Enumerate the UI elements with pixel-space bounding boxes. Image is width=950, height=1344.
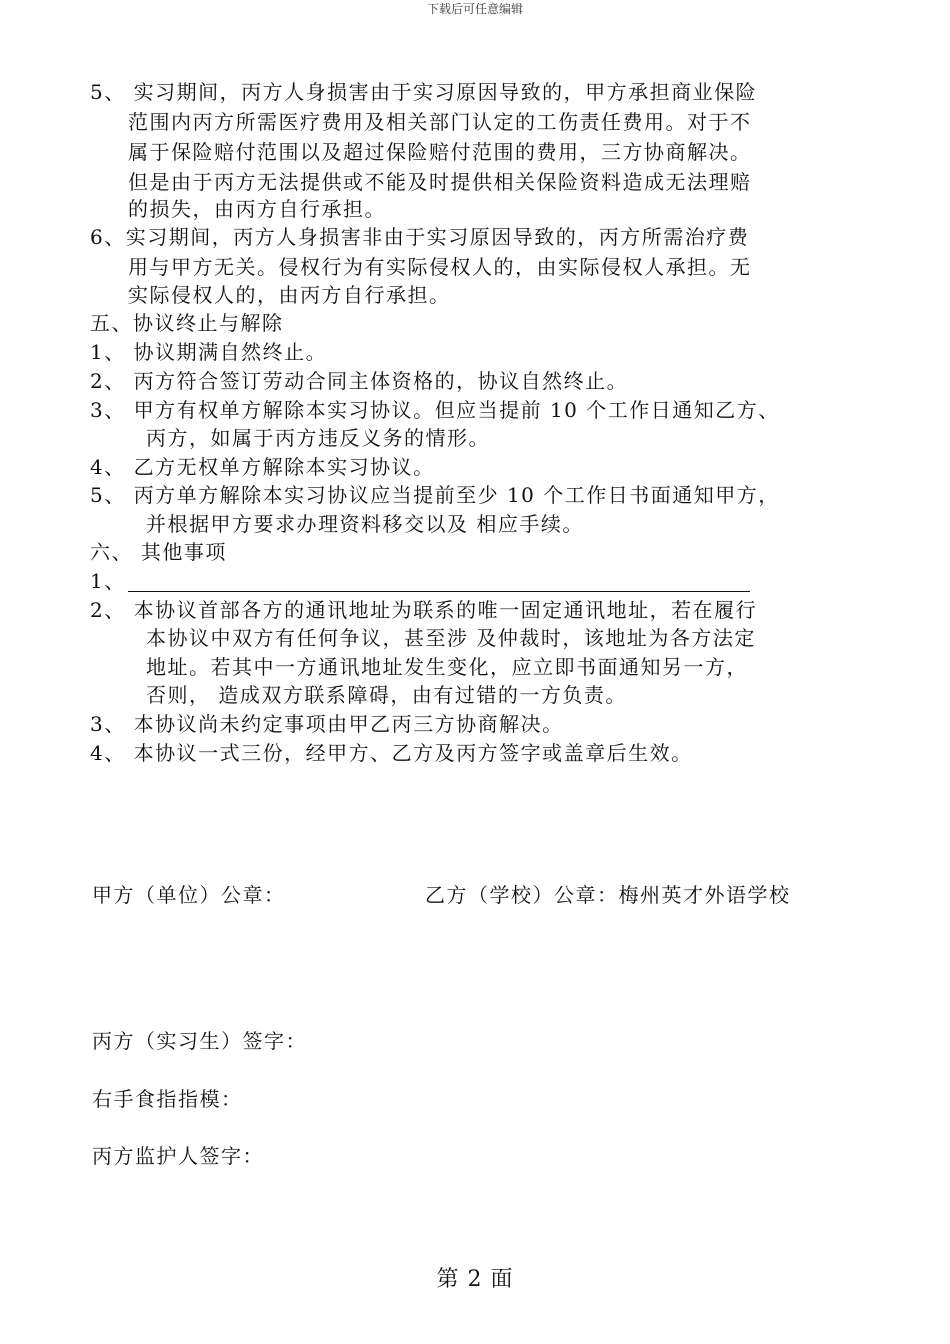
fill-in-blank-line [128, 591, 750, 592]
clause-5-line-1: 5、 实习期间，丙方人身损害由于实习原因导致的，甲方承担商业保险 [90, 80, 758, 104]
section-6-item-2-line-2: 本协议中双方有任何争议，甚至涉 及仲裁时，该地址为各方法定 [146, 626, 756, 650]
clause-6-line-3: 实际侵权人的，由丙方自行承担。 [128, 283, 451, 307]
party-b-seal-label: 乙方（学校）公章：梅州英才外语学校 [425, 883, 791, 907]
clause-6-line-2: 用与甲方无关。侵权行为有实际侵权人的，由实际侵权人承担。无 [128, 255, 752, 279]
section-5-item-3-line-2: 丙方，如属于丙方违反义务的情形。 [146, 426, 490, 450]
party-c-signature-label: 丙方（实习生）签字： [92, 1029, 307, 1053]
section-5-item-1: 1、 协议期满自然终止。 [90, 340, 328, 364]
section-5-item-3-line-1: 3、 甲方有权单方解除本实习协议。但应当提前 10 个工作日通知乙方、 [90, 398, 780, 422]
section-5-item-5-line-2: 并根据甲方要求办理资料移交以及 相应手续。 [146, 512, 584, 536]
section-6-item-1: 1、 [90, 569, 126, 593]
section-5-item-2: 2、 丙方符合签订劳动合同主体资格的，协议自然终止。 [90, 369, 629, 393]
party-a-seal-label: 甲方（单位）公章： [92, 883, 286, 907]
section-5-heading: 五、协议终止与解除 [90, 311, 284, 335]
clause-5-line-5: 的损失，由丙方自行承担。 [128, 197, 386, 221]
clause-5-line-3: 属于保险赔付范围以及超过保险赔付范围的费用，三方协商解决。 [128, 140, 752, 164]
clause-5-line-2: 范围内丙方所需医疗费用及相关部门认定的工伤责任费用。对于不 [128, 110, 752, 134]
section-6-item-4: 4、 本协议一式三份，经甲方、乙方及丙方签字或盖章后生效。 [90, 741, 693, 765]
section-6-heading: 六、 其他事项 [90, 540, 227, 564]
section-5-item-4: 4、 乙方无权单方解除本实习协议。 [90, 455, 435, 479]
section-6-item-2-line-4: 否则， 造成双方联系障碍，由有过错的一方负责。 [146, 683, 627, 707]
section-6-item-3: 3、 本协议尚未约定事项由甲乙丙三方协商解决。 [90, 712, 564, 736]
guardian-signature-label: 丙方监护人签字： [92, 1144, 264, 1168]
clause-6-line-1: 6、实习期间，丙方人身损害非由于实习原因导致的，丙方所需治疗费 [90, 225, 750, 249]
section-6-item-2-line-1: 2、 本协议首部各方的通讯地址为联系的唯一固定通讯地址，若在履行 [90, 598, 758, 622]
header-note: 下载后可任意编辑 [426, 2, 523, 16]
section-5-item-5-line-1: 5、 丙方单方解除本实习协议应当提前至少 10 个工作日书面通知甲方， [90, 483, 780, 507]
section-6-item-2-line-3: 地址。若其中一方通讯地址发生变化，应立即书面通知另一方， [146, 655, 748, 679]
page-number: 第 2 面 [436, 1267, 514, 1292]
clause-5-line-4: 但是由于丙方无法提供或不能及时提供相关保险资料造成无法理赔 [128, 170, 752, 194]
fingerprint-label: 右手食指指模： [92, 1087, 243, 1111]
